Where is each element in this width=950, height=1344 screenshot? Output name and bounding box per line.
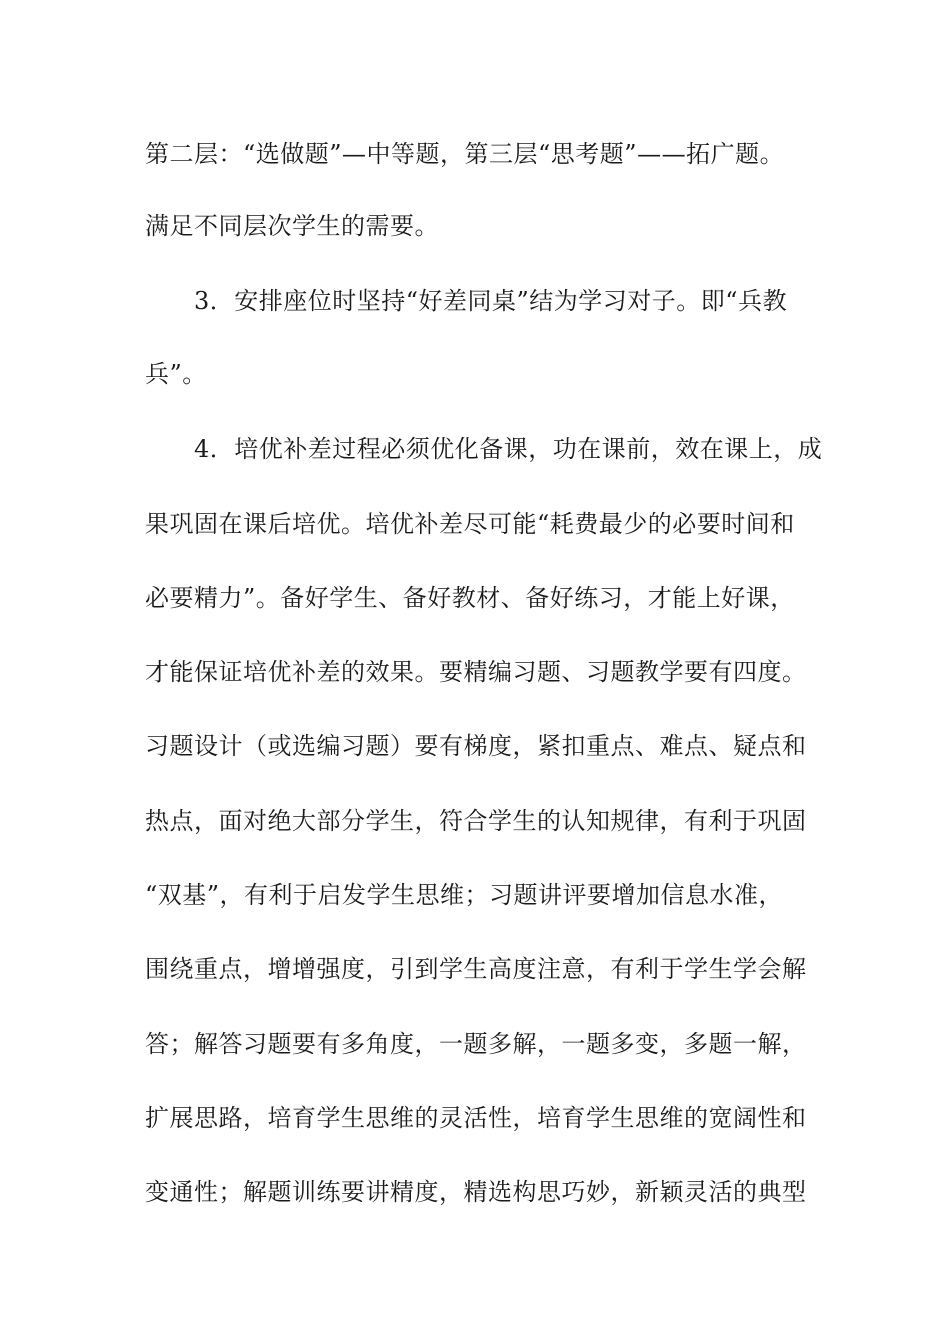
text-line: 变通性；解题训练要讲精度，精选构思巧妙，新颖灵活的典型 xyxy=(145,1178,807,1206)
text-line: 3．安排座位时坚持“好差同桌”结为学习对子。即“兵教 xyxy=(145,287,788,315)
text-line: 兵”。 xyxy=(145,360,207,388)
text-line: 习题设计（或选编习题）要有梯度，紧扣重点、难点、疑点和 xyxy=(145,732,807,760)
text-line: 满足不同层次学生的需要。 xyxy=(145,212,439,240)
text-line: 扩展思路，培育学生思维的灵活性，培育学生思维的宽阔性和 xyxy=(145,1104,807,1132)
text-line: 热点，面对绝大部分学生，符合学生的认知规律，有利于巩固 xyxy=(145,807,807,835)
text-line: 第二层：“选做题”—中等题，第三层“思考题”——拓广题。 xyxy=(145,140,785,168)
text-line: 围绕重点，增增强度，引到学生高度注意，有利于学生学会解 xyxy=(145,955,807,983)
text-line: 4．培优补差过程必须优化备课，功在课前，效在课上，成 xyxy=(145,435,823,463)
text-line: “双基”，有利于启发学生思维；习题讲评要增加信息水准， xyxy=(145,881,784,909)
text-line: 才能保证培优补差的效果。要精编习题、习题教学要有四度。 xyxy=(145,658,807,686)
text-line: 必要精力”。备好学生、备好教材、备好练习，才能上好课， xyxy=(145,584,795,612)
text-line: 答；解答习题要有多角度，一题多解，一题多变，多题一解， xyxy=(145,1030,807,1058)
text-line: 果巩固在课后培优。培优补差尽可能“耗费最少的必要时间和 xyxy=(145,510,795,538)
